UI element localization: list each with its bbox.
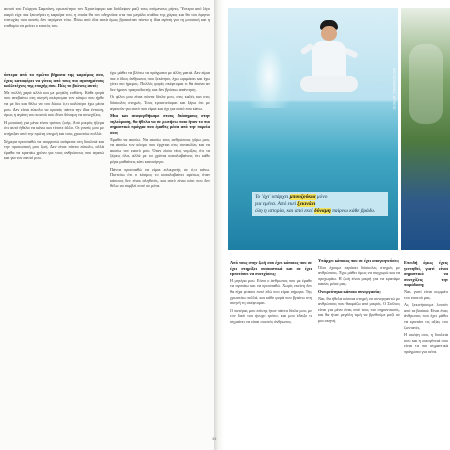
left-column — [4, 70, 104, 432]
garden-highlight — [409, 44, 443, 124]
right-column-paragraph: Οι φίλοι μου είναι πάντα δίπλα μου, στις καλές και στις δύσκολες στιγμές. Τους εμπιστεύομαι και ξέρω ότι με αγαπούν για αυτό που είμαι και όχι για αυτό που κάνω. — [110, 94, 210, 111]
man-figure — [298, 20, 360, 108]
interview-answer: Έμαθα να ακούω. Να ακούω τους ανθρώπους γύρω μου, να ακούω τον κόσμο που έρχεται στις συναυλίες και να ακούω τον εαυτό μου. Όταν είσαι νέος νομίζεις ότι τα ξέρεις όλα, αλλά με τα χρόνια καταλαβαίνεις ότι κάθε μέρα μαθαίνεις κάτι καινούργιο. — [110, 136, 210, 164]
interview-question: Επειδή όμως έχεις γεννηθεί, γιατί είναι σημαντικό να συνεχίζεις την παράδοση; — [404, 260, 448, 288]
photo-credit: ΦΩΤΟΓΡΑΦΙΕΣ: ΑΡΧΕΙΟ — [392, 68, 396, 110]
pull-quote-text: μόνο — [315, 194, 328, 200]
interview-question: Ονειρεύτηκα κάποια συνεργασία; — [318, 288, 381, 294]
pull-quote — [252, 192, 388, 216]
water-splash — [246, 28, 292, 108]
pull-quote-highlight: ξεκινάει — [297, 200, 316, 207]
right-column-paragraph: έχω μάθει να βλέπω τα πράγματα με άλλη ματιά. Δεν είμαι πια ο ίδιος άνθρωπος που ξεκίνησε, έχω ωριμάσει και έχω γίνει πιο ήρεμος. Πολλές φορές σκέφτομαι τι θα έκανα αν δεν ήμουν τραγουδιστής και δεν βρίσκω απάντηση. — [110, 70, 210, 92]
left-top-column — [4, 6, 210, 66]
left-column-paragraph: Σήμερα προσπαθώ να ισορροπώ ανάμεσα στη δουλειά και την προσωπική μου ζωή. Δεν είναι πάντα εύκολο, αλλά έμαθα να κρατάω χρόνο για τους ανθρώπους που αγαπώ και για τον εαυτό μου. — [4, 138, 104, 161]
interview-answer: Ο πατέρας μου επίσης ήταν πάντα δίπλα μου, με τον δικό του ήσυχο τρόπο, και μου έδειξε τι σημαίνει να είσαι σωστός άνθρωπος. — [230, 307, 312, 324]
left-top-paragraph: αυτού του Γιώργου Σαμπάνη, ερωτεύτηκε τον Χριστόφορο και δούλεψαν μαζί τους επόμενους μήνες. Ύστερα από λίγο καιρό είχε πια ξεκινήσει η καριέρα του, η οποία θα τον οδηγούσε στα πιο μεγάλα στάδια της χώρας και θα του έφερνε επιτυχίες που κανείς δεν περίμενε τότε. Πίσω από όλα αυτά όμως βρισκόταν πάντα η ίδια αγάπη για τη μουσική και η επιθυμία να μείνει ο εαυτός του. — [4, 6, 210, 28]
left-column-paragraph: Με πολλή χαρά αλλά και με μεγάλη ευθύνη. Κάθε φορά που ανεβαίνω στη σκηνή σκέφτομαι τον κόσμο που ήρθε να με δει και θέλω να του δώσω ό,τι καλύτερο έχω μέσα μου. Δεν είναι εύκολο να κρατάς πάντα την ίδια ένταση, όμως η αγάπη του κοινού σου δίνει δύναμη να συνεχίζεις. — [4, 89, 104, 118]
interview-answer: Όλοι έχουμε περάσει δύσκολες στιγμές με ανθρώπους. Έχω μάθει όμως να συγχωρώ και να προχωράω. Η ζωή είναι μικρή για να κρατάμε κακίες μέσα μας. — [318, 264, 400, 287]
interview-answer: Πάντα προσπαθώ να είμαι ειλικρινής σε ό,τι κάνω. Πιστεύω ότι ο κόσμος το καταλαβαίνει αμέσως όταν κάποιος δεν είναι αληθινός, και αυτό είναι κάτι που δεν θέλω να συμβεί ποτέ σε μένα. — [110, 166, 210, 189]
pull-quote-text: όλη η ιστορία, και από εκεί — [255, 207, 314, 214]
pull-quote-text: παίρνω κάθε βράδυ. — [330, 207, 376, 214]
interview-answer: Ναι, θα ήθελα κάποια στιγμή να συνεργαστώ με ανθρώπους που θαυμάζω από μικρός. Ο Στέλιος είναι για μένα ένας από τους πιο σημαντικούς, και θα ήταν μεγάλη τιμή να βρεθούμε μαζί σε μια σκηνή. — [318, 295, 400, 323]
interview-answer: Η μητέρα μου. Είναι ο άνθρωπος που με έμαθε να αγαπάω και να προσπαθώ. Χωρίς εκείνη δεν θα είχα φτάσει ποτέ εδώ που είμαι σήμερα. Της χρωστάω πολλά, και κάθε φορά που βγαίνω στη σκηνή τη σκέφτομαι. — [230, 277, 312, 306]
interview-question: Μια και αναφερθήκαμε στους διάσημους στην τηλεόραση, θα ήθελα να σε ρωτήσω ποιο ήταν το πιο σημαντικό πράγμα που έμαθες μέσα από την πορεία σου; — [110, 113, 210, 135]
face — [321, 26, 337, 41]
page-gutter — [214, 0, 224, 450]
interview-question: Υπάρχει κάποιος που σε έχει απογοητεύσει; — [318, 258, 400, 263]
interview-answer: Ας ξεκινήσουμε λοιπόν από τα βασικά. Είναι ένας άνθρωπος που έχει μάθει να κρατάει τις αξίες του ζωντανές. — [404, 302, 448, 330]
right-column — [110, 70, 210, 432]
pull-quote-highlight: δύναμη — [313, 207, 331, 214]
left-column-question: ύστερα από τα πρώτα βήματα της καριέρας σου, έχεις καταφέρει να γίνεις από τους πιο αγαπημένους καλλιτέχνες της εποχής σου. Πώς το βιώνεις αυτό; — [4, 72, 104, 89]
pull-quote-text: για εμένα. Από εκεί — [255, 200, 298, 207]
right-edge-column — [404, 258, 448, 442]
interview-question: Από τους στην ζωή σου έχει κάποιος που σε έχει στηρίξει ουσιαστικά και σε έχει εμπνεύσει να συνεχίσεις; — [230, 260, 312, 277]
page-number: 34 — [212, 436, 217, 441]
interview-answer: Ναι, γιατί είναι κομμάτι του εαυτού μας. — [404, 288, 448, 300]
right-page-columns — [230, 258, 400, 442]
left-column-paragraph: Η μουσική για μένα είναι τρόπος ζωής. Από μικρός ήξερα ότι αυτό ήθελα να κάνω και τίποτε άλλο. Οι γονείς μου με στήριξαν από την πρώτη στιγμή και τους χρωστάω πολλά. — [4, 119, 104, 136]
left-page — [0, 0, 217, 450]
interview-answer: Η σκέψη σου, η δουλειά σου και η οικογένειά σου είναι τα πιο σημαντικά πράγματα για σένα. — [404, 332, 448, 354]
pull-quote-highlight: μπουζούκια — [289, 194, 316, 200]
garden-photo — [401, 8, 450, 250]
pull-quote-text: Το 'όχι' υπάρχει — [255, 194, 290, 200]
crossed-legs — [300, 76, 358, 92]
white-shirt — [312, 41, 346, 81]
